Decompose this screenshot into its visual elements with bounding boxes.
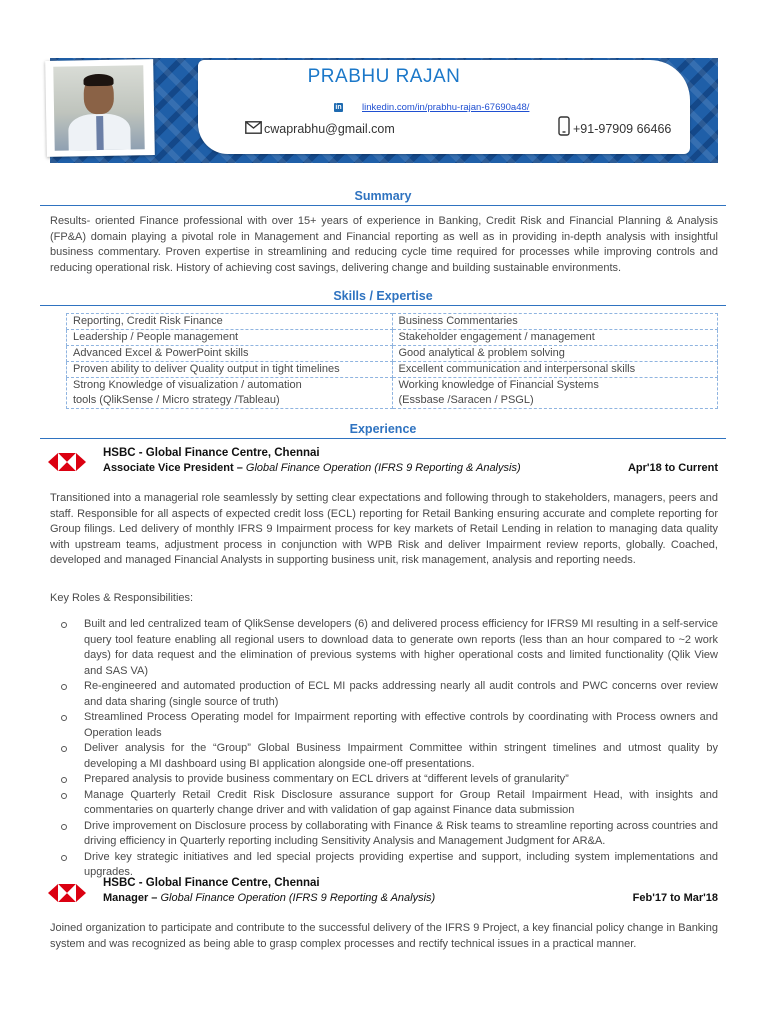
- email-text[interactable]: cwaprabhu@gmail.com: [264, 122, 395, 136]
- skill-cell: Working knowledge of Financial Systems (Essbase /Saracen / PSGL): [392, 378, 718, 409]
- phone-icon: [558, 116, 570, 136]
- list-item: Re-engineered and automated production of ECL MI packs addressing nearly all audit controls and PWC concerns over review and data sharing (single source of truth): [60, 679, 718, 710]
- skills-row: [67, 314, 718, 330]
- skill-cell: Good analytical & problem solving: [392, 346, 718, 362]
- responsibilities-list: [60, 617, 718, 881]
- job-dept: Global Finance Operation (IFRS 9 Reporting & Analysis): [245, 462, 521, 474]
- experience-heading: Experience: [349, 422, 417, 436]
- skill-cell: Proven ability to deliver Quality output in tight timelines: [67, 362, 393, 378]
- job-dates: Apr'18 to Current: [627, 462, 718, 474]
- key-roles-title: Key Roles & Responsibilities:: [50, 592, 194, 604]
- skill-cell: Leadership / People management: [67, 330, 393, 346]
- skill-cell: Excellent communication and interpersonal skills: [392, 362, 718, 378]
- experience-rule: [40, 438, 726, 439]
- skills-row: [67, 362, 718, 378]
- job-role: [103, 892, 435, 904]
- skills-heading: Skills / Expertise: [333, 289, 433, 303]
- skill-cell: Reporting, Credit Risk Finance: [67, 314, 393, 330]
- linkedin-icon: in: [335, 104, 342, 111]
- skill-cell: Advanced Excel & PowerPoint skills: [67, 346, 393, 362]
- skill-cell: Strong Knowledge of visualization / automation tools (QlikSense / Micro strategy /Tableau): [67, 378, 393, 409]
- job-org: HSBC - Global Finance Centre, Chennai: [103, 877, 320, 889]
- list-item: Deliver analysis for the “Group” Global Business Impairment Committee within stringent timelines and utmost quality by developing a MI dashboard using BI application alongside one-off presentations.: [60, 741, 718, 772]
- list-item: Drive key strategic initiatives and led special projects providing expertise and support, including system implementations and upgrades.: [60, 850, 718, 881]
- job-org: HSBC - Global Finance Centre, Chennai: [103, 447, 320, 459]
- summary-heading: Summary: [354, 189, 412, 203]
- list-item: Streamlined Process Operating model for Impairment reporting with effective controls by coordinating with Process owners and Operation leads: [60, 710, 718, 741]
- mail-icon: [245, 121, 262, 134]
- list-item: Prepared analysis to provide business commentary on ECL drivers at “different levels of granularity”: [60, 772, 718, 788]
- list-item: Manage Quarterly Retail Credit Risk Disclosure assurance support for Group Retail Impairment Head, with insights and commentaries on quarterly change driver and with validation of gap against Finance data submission: [60, 788, 718, 819]
- skills-table: [66, 313, 718, 409]
- list-item: Built and led centralized team of QlikSense developers (6) and delivered process efficiency for IFRS9 MI resulting in a self-service query tool feature enabling all regional users to download data to generate own reports (less than an hour compared to ~2 work days) for data request and the elimination of previous systems with higher operational costs and limited functionality (Qlik View and SAS VA): [60, 617, 718, 679]
- linkedin-link[interactable]: linkedin.com/in/prabhu-rajan-67690a48/: [362, 102, 530, 113]
- candidate-name: PRABHU RAJAN: [307, 66, 461, 87]
- job-dept: Global Finance Operation (IFRS 9 Reporting & Analysis): [160, 892, 436, 904]
- hsbc-logo-icon: [48, 453, 86, 471]
- skills-rule: [40, 305, 726, 306]
- phone-text[interactable]: +91-97909 66466: [573, 122, 672, 136]
- skill-cell: Stakeholder engagement / management: [392, 330, 718, 346]
- skill-cell: Business Commentaries: [392, 314, 718, 330]
- skills-row: [67, 330, 718, 346]
- job-dates: Feb'17 to Mar'18: [632, 892, 718, 904]
- list-item: Drive improvement on Disclosure process by collaborating with Finance & Risk teams to streamline reporting across countries and driving efficiency in Quarterly reporting including Sensitivity Analysis and Management Judgment for AR&A.: [60, 819, 718, 850]
- job-summary: Transitioned into a managerial role seamlessly by setting clear expectations and following through to stakeholders, managers, peers and staff. Responsible for all aspects of expected credit loss (ECL) reporting for Retail Banking ensuring accurate and complete reporting for Group filings. Led delivery of monthly IFRS 9 Impairment process for key markets of Retail Lending in relation to managing data quality with upstream teams, adjustment process in conjunction with WPB Risk and deliver Impairment review reports, globally. Coached, developed and managed Financial Analysts in supporting business unit, risk management, analysis and reporting needs.: [50, 492, 718, 566]
- skills-row: [67, 346, 718, 362]
- summary-text: Results- oriented Finance professional with over 15+ years of experience in Banking, Credit Risk and Financial Planning & Analysis (FP&A) domain playing a pivotal role in Management and Financial reporting as well as in providing in-depth analysis with insightful business commentary. Proven expertise in streamlining and reducing cycle time required for processes while improving controls and reducing operational risk. History of achieving cost savings, delivering change and building sustainable environments.: [50, 215, 718, 274]
- job-role: [103, 462, 521, 474]
- job-title: Manager –: [103, 892, 158, 904]
- hsbc-logo-icon: [48, 884, 86, 902]
- summary-rule: [40, 205, 726, 206]
- job-summary: Joined organization to participate and contribute to the successful delivery of the IFRS 9 Project, a key financial policy change in Banking system and was recognized as being able to grasp complex processes and rectify technical issues in a practical manner.: [50, 922, 718, 950]
- job-title: Associate Vice President –: [103, 462, 243, 474]
- skills-row: [67, 378, 718, 409]
